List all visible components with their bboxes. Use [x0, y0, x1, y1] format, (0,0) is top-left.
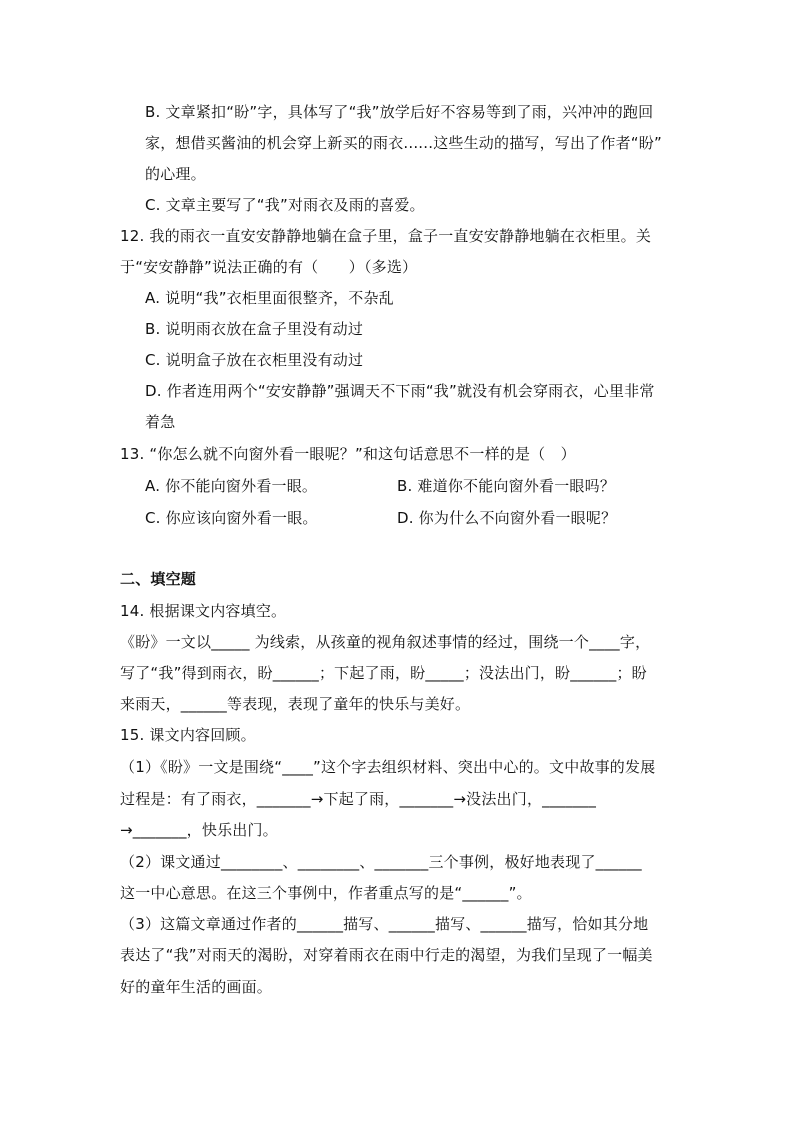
q15-part3-line1: （3）这篇文章通过作者的______描写、______描写、______描写，恰如其分地: [120, 915, 649, 933]
q15-part3-line2: 表达了“我”对雨天的渴盼，对穿着雨衣在雨中行走的渴望，为我们呈现了一幅美: [120, 946, 653, 964]
q15-part3-line3: 好的童年生活的画面。: [120, 978, 273, 996]
q15-stem: 15. 课文内容回顾。: [120, 726, 256, 744]
q12-option-b: B. 说明雨衣放在盒子里没有动过: [145, 320, 364, 338]
q11-option-b-line1: B. 文章紧扣“盼”字，具体写了“我”放学后好不容易等到了雨，兴冲冲的跑回: [145, 103, 654, 121]
q15-part2-line1: （2）课文通过________、________、_______三个事例，极好地表现了______: [120, 853, 642, 871]
q12-option-c: C. 说明盒子放在衣柜里没有动过: [145, 351, 364, 369]
q14-line2: 写了“我”得到雨衣，盼______；下起了雨，盼_____；没法出门，盼______；盼: [120, 664, 647, 682]
q14-line3: 来雨天，______等表现，表现了童年的快乐与美好。: [120, 695, 471, 713]
q12-option-d-line2: 着急: [145, 413, 176, 431]
q13-option-a: A. 你不能向窗外看一眼。: [145, 477, 318, 495]
q12-option-a: A. 说明“我”衣柜里面很整齐，不杂乱: [145, 289, 394, 307]
section-title-fill-in: 二、填空题: [120, 570, 197, 588]
q12-stem-line2: 于“安安静静”说法正确的有（ ）（多选）: [120, 258, 418, 276]
q15-part2-line2: 这一中心意思。在这三个事例中，作者重点写的是“______”。: [120, 884, 532, 902]
q12-option-d-line1: D. 作者连用两个“安安静静”强调天不下雨“我”就没有机会穿雨衣，心里非常: [145, 382, 655, 400]
q11-option-b-line2: 家，想借买酱油的机会穿上新买的雨衣......这些生动的描写，写出了作者“盼”: [145, 134, 662, 152]
q13-option-b: B. 难道你不能向窗外看一眼吗？: [397, 477, 616, 495]
q11-option-c: C. 文章主要写了“我”对雨衣及雨的喜爱。: [145, 196, 425, 214]
q13-stem: 13. “你怎么就不向窗外看一眼呢？”和这句话意思不一样的是（ ）: [120, 445, 576, 463]
q13-option-c: C. 你应该向窗外看一眼。: [145, 509, 318, 527]
q12-stem-line1: 12. 我的雨衣一直安安静静地躺在盒子里，盒子一直安安静静地躺在衣柜里。关: [120, 227, 652, 245]
q15-part1-line3: →_______，快乐出门。: [120, 821, 278, 839]
q11-option-b-line3: 的心理。: [145, 165, 206, 183]
q15-part1-line2: 过程是：有了雨衣，_______→下起了雨，_______→没法出门，_______: [120, 790, 597, 808]
q14-line1: 《盼》一文以_____ 为线索，从孩童的视角叙述事情的经过，围绕一个____字，: [120, 633, 651, 651]
q13-option-d: D. 你为什么不向窗外看一眼呢？: [397, 509, 617, 527]
q14-stem: 14. 根据课文内容填空。: [120, 602, 287, 620]
q15-part1-line1: （1）《盼》一文是围绕“____”这个字去组织材料、突出中心的。文中故事的发展: [120, 758, 656, 776]
